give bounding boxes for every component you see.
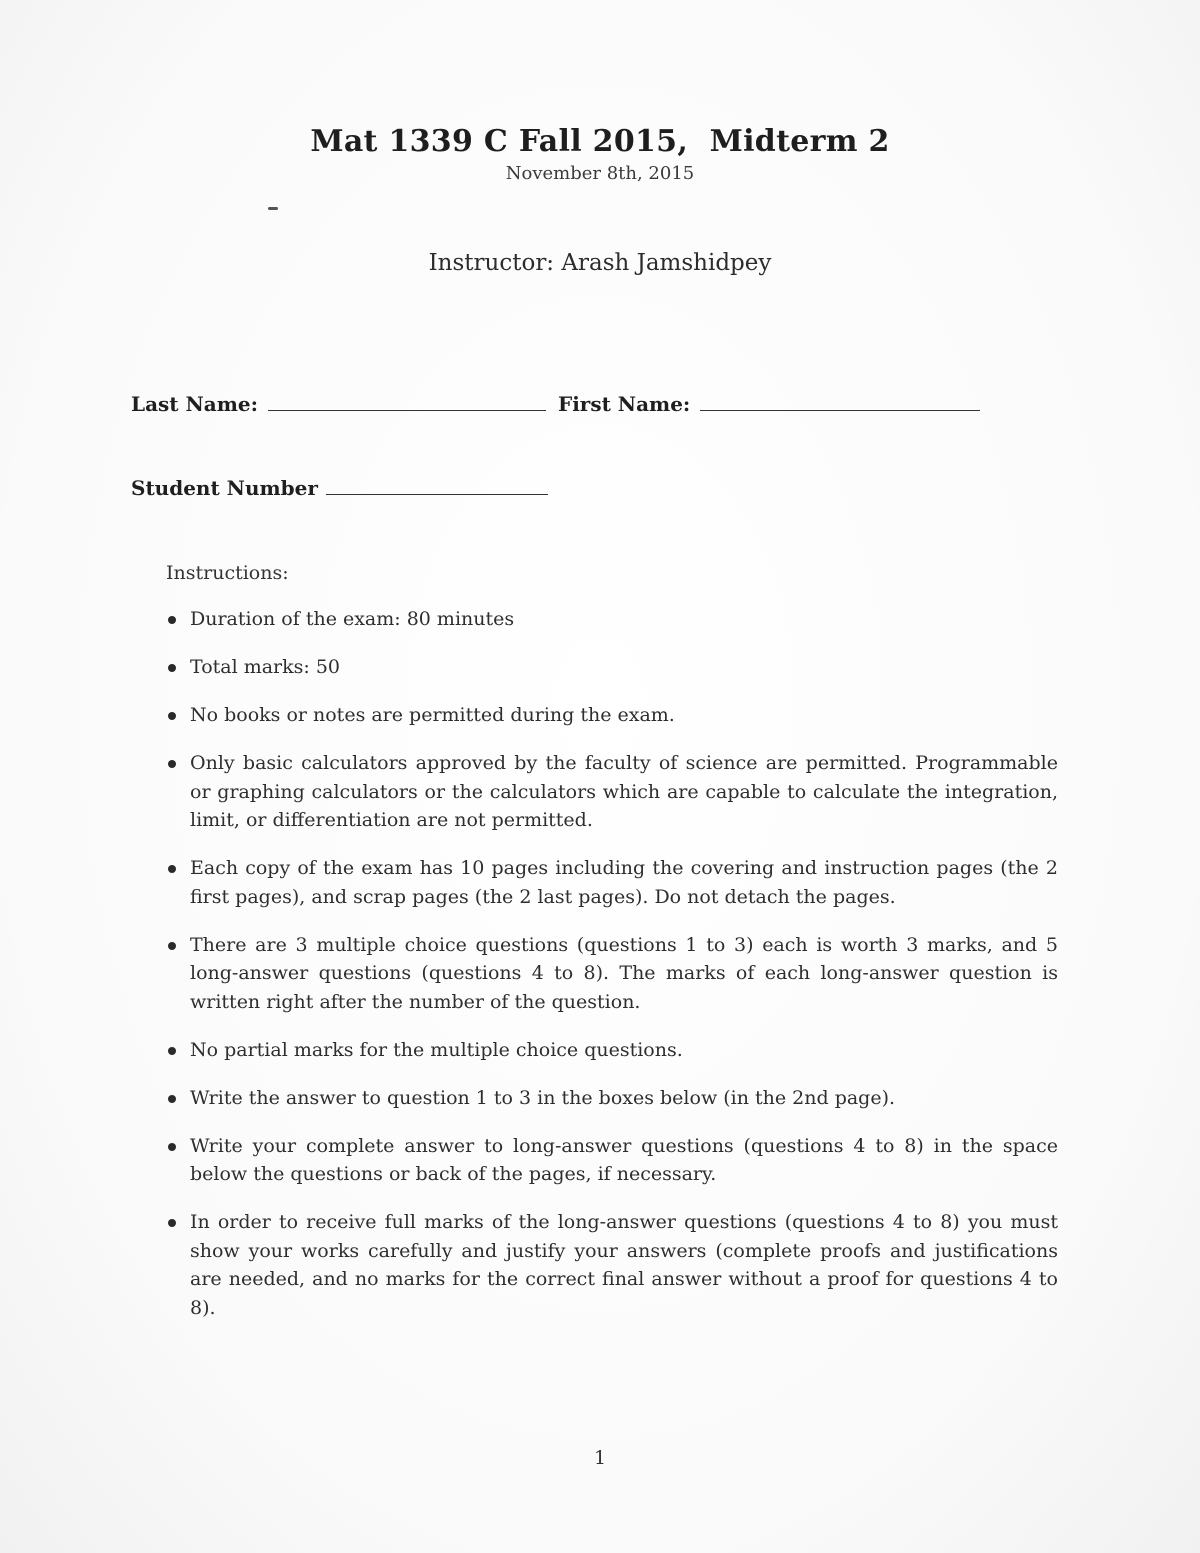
bullet-icon [168,616,176,624]
instruction-text: No partial marks for the multiple choice questions. [190,1038,683,1061]
bullet-icon [168,942,176,950]
first-name-blank[interactable] [700,392,980,411]
list-item [166,1132,1058,1189]
student-number-label: Student Number [131,476,318,500]
list-item [166,931,1058,1017]
first-name-label: First Name: [558,392,691,416]
bullet-icon [168,865,176,873]
name-fields-row [131,392,980,416]
last-name-blank[interactable] [268,392,546,411]
student-number-blank[interactable] [326,476,548,495]
bullet-icon [168,760,176,768]
page-number: 1 [593,1447,607,1469]
instructor-line: Instructor: Arash Jamshidpey [428,250,772,276]
list-item [166,854,1058,911]
list-item [166,701,1058,730]
instructions-list [166,605,1058,1342]
bullet-icon [168,1219,176,1227]
student-number-row [131,476,548,500]
exam-title: Mat 1339 C Fall 2015, Midterm 2 [310,124,890,159]
instruction-text: Only basic calculators approved by the faculty of science are permitted. Programmable or graphing calculators or the calculators which are capable to calculate the integration, limit, or differentiation are not permitted. [190,752,1058,831]
instruction-text: Write the answer to question 1 to 3 in the boxes below (in the 2nd page). [190,1086,896,1109]
list-item [166,1036,1058,1065]
instructions-heading: Instructions: [166,562,289,584]
instruction-text: No books or notes are permitted during the exam. [190,704,675,726]
list-item [166,1208,1058,1322]
bullet-icon [168,1095,176,1103]
bullet-icon [168,712,176,720]
instruction-text: Duration of the exam: 80 minutes [190,608,515,630]
exam-date: November 8th, 2015 [505,163,695,184]
instruction-text: In order to receive full marks of the long-answer questions (questions 4 to 8) you must show your works carefully and justify your answers (complete proofs and justifications are needed, and no marks for the correct final answer without a proof for questions 4 to 8). [190,1211,1058,1319]
bullet-icon [168,1047,176,1055]
bullet-icon [168,664,176,672]
list-item [166,605,1058,634]
instruction-text: Total marks: 50 [190,656,341,678]
instruction-text: There are 3 multiple choice questions (questions 1 to 3) each is worth 3 marks, and 5 long-answer questions (questions 4 to 8). The marks of each long-answer question is written right after the number of the question. [190,933,1058,1013]
instruction-text: Each copy of the exam has 10 pages including the covering and instruction pages (the 2 first pages), and scrap pages (the 2 last pages). Do not detach the pages. [190,857,1058,908]
last-name-label: Last Name: [131,392,258,416]
instruction-text: Write your complete answer to long-answer questions (questions 4 to 8) in the space below the questions or back of the pages, if necessary. [190,1134,1058,1185]
list-item [166,749,1058,835]
scan-mark [268,207,278,210]
list-item [166,1084,1058,1113]
list-item [166,653,1058,682]
bullet-icon [168,1143,176,1151]
